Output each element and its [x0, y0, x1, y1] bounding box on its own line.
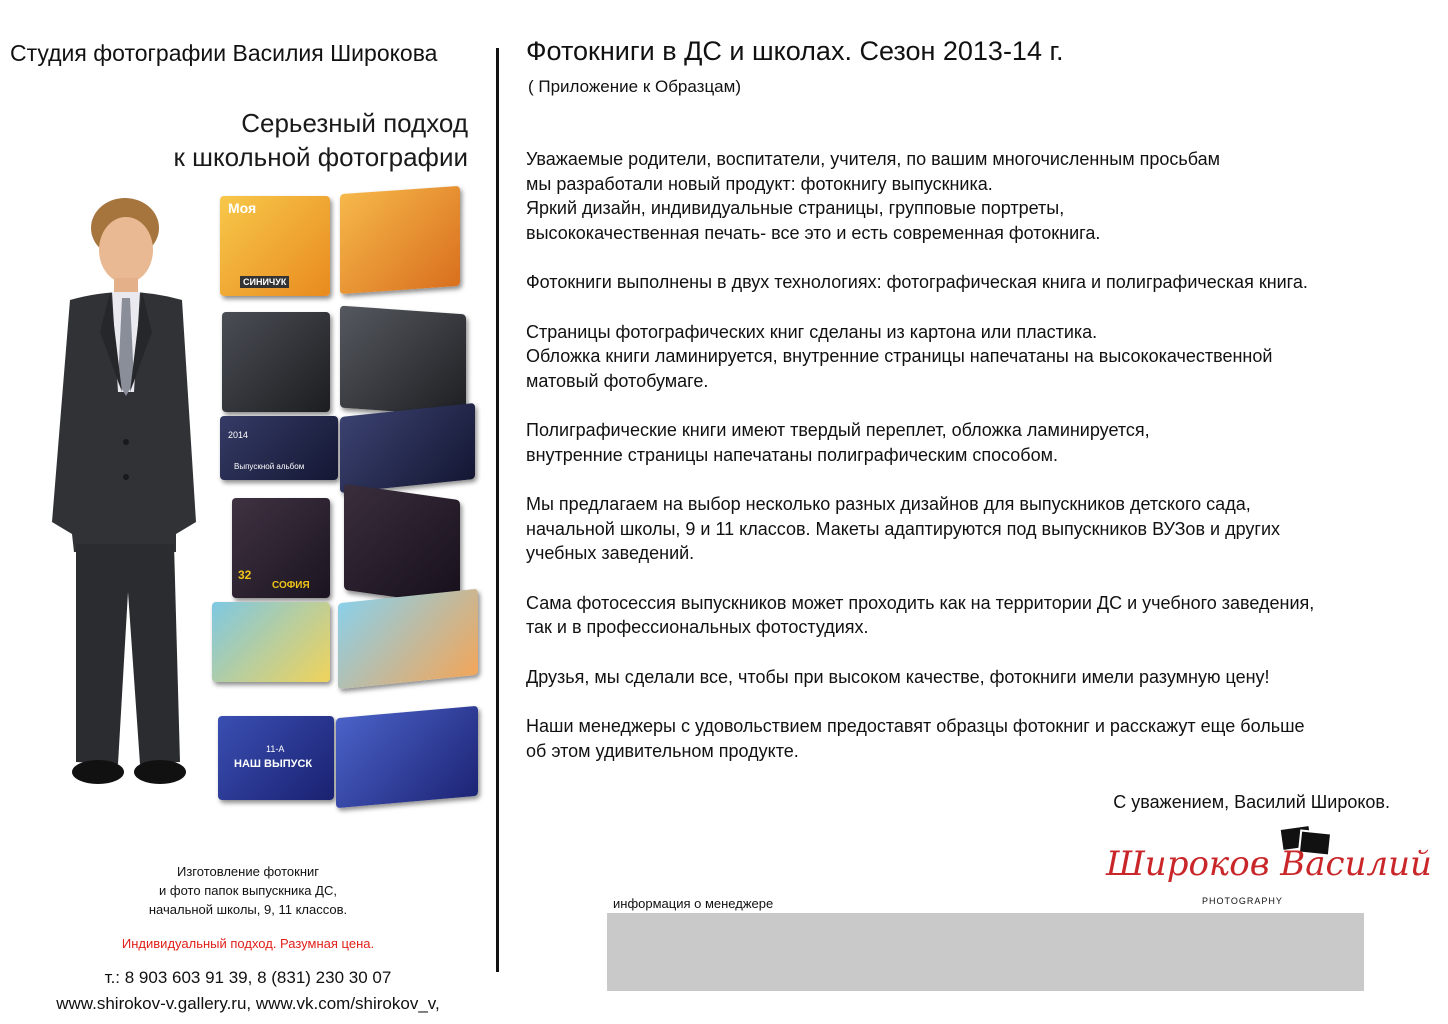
paragraph-7: Друзья, мы сделали все, чтобы при высоком качестве, фотокниги имели разумную цену!: [526, 666, 1270, 687]
book-sample-2a: [222, 312, 330, 412]
book-label: Выпускной альбом: [234, 462, 305, 471]
manager-info-label: информация о менеджере: [613, 896, 774, 911]
contact-phones: т.: 8 903 603 91 39, 8 (831) 230 30 07: [104, 968, 392, 987]
book-sample-5b: [338, 589, 478, 690]
book-sample-5a: [212, 602, 330, 682]
manager-info-box: [607, 913, 1364, 991]
book-number: 32: [238, 568, 252, 582]
caption-line-1: Изготовление фотокниг: [177, 864, 319, 879]
sign-off: С уважением, Василий Широков.: [1113, 792, 1390, 812]
contact-websites: www.shirokov-v.gallery.ru, www.vk.com/shirokov_v,: [56, 994, 440, 1013]
book-sample-2b: [340, 306, 466, 417]
tagline-line-1: Серьезный подход: [241, 108, 468, 138]
paragraph-5: Мы предлагаем на выбор несколько разных дизайнов для выпускников детского сада, начальной школы, 9 и 11 классов. Макеты адаптируются под выпускников ВУЗов и других учебных заведений.: [526, 494, 1280, 563]
book-year: 2014: [228, 430, 249, 440]
paragraph-2: Фотокниги выполнены в двух технологиях: фотографическая книга и полиграфическая книга.: [526, 272, 1308, 292]
photobook-samples: [210, 188, 490, 808]
book-sample-1b: [340, 186, 460, 294]
paragraph-6: Сама фотосессия выпускников может проходить как на территории ДС и учебного заведения, так и в профессиональных фотостудиях.: [526, 592, 1315, 637]
book-sample-6b: [336, 706, 478, 808]
book-sample-4a: [232, 498, 330, 598]
book-class: 11-А: [266, 744, 285, 754]
book-name: СИНИЧУК: [240, 276, 289, 288]
book-sample-4b: [344, 484, 460, 606]
book-sample-6a: [218, 716, 334, 800]
paragraph-3: Страницы фотографических книг сделаны из картона или пластика. Обложка книги ламинируется, внутренние страницы напечатаны на высококачественной матовый фотобумаге.: [526, 321, 1273, 391]
logo-caption: PHOTOGRAPHY: [1202, 896, 1283, 906]
studio-title: Студия фотографии Василия Широкова: [10, 40, 438, 66]
signature-logo: [1100, 820, 1432, 910]
book-sample-1a: [220, 196, 330, 296]
body-text: [526, 147, 1436, 788]
page-headline: Фотокниги в ДС и школах. Сезон 2013-14 г.: [526, 36, 1064, 66]
boy-in-suit-photo: [30, 192, 210, 804]
book-main-title: НАШ ВЫПУСК: [234, 758, 313, 770]
tagline-line-2: к школьной фотографии: [173, 142, 468, 172]
signature-text: Широков Василий: [1106, 844, 1432, 884]
book-sample-3a: [220, 416, 338, 480]
book-sample-3b: [340, 403, 475, 493]
book-title: Моя: [228, 200, 257, 216]
services-caption: [0, 862, 496, 919]
caption-line-3: начальной школы, 9, 11 классов.: [148, 902, 348, 917]
paragraph-1: Уважаемые родители, воспитатели, учителя, по вашим многочисленным просьбам мы разработали новый продукт: фотокнигу выпускника. Яркий дизайн, индивидуальные страницы, групповые портреты, высококачественная печать- все это и есть современная фотокнига.: [526, 149, 1221, 243]
paragraph-4: Полиграфические книги имеют твердый переплет, обложка ламинируется, внутренние страницы напечатаны полиграфическим способом.: [526, 420, 1150, 465]
page-subheadline: ( Приложение к Образцам): [528, 77, 741, 96]
promo-text: Индивидуальный подход. Разумная цена.: [121, 936, 375, 951]
tagline: [174, 106, 469, 174]
caption-line-2: и фото папок выпускника ДС,: [159, 883, 337, 898]
vertical-divider: [496, 48, 499, 972]
paragraph-8: Наши менеджеры с удовольствием предоставят образцы фотокниг и расскажут еще больше об этом удивительном продукте.: [526, 716, 1305, 761]
book-person-name: СОФИЯ: [272, 580, 310, 591]
